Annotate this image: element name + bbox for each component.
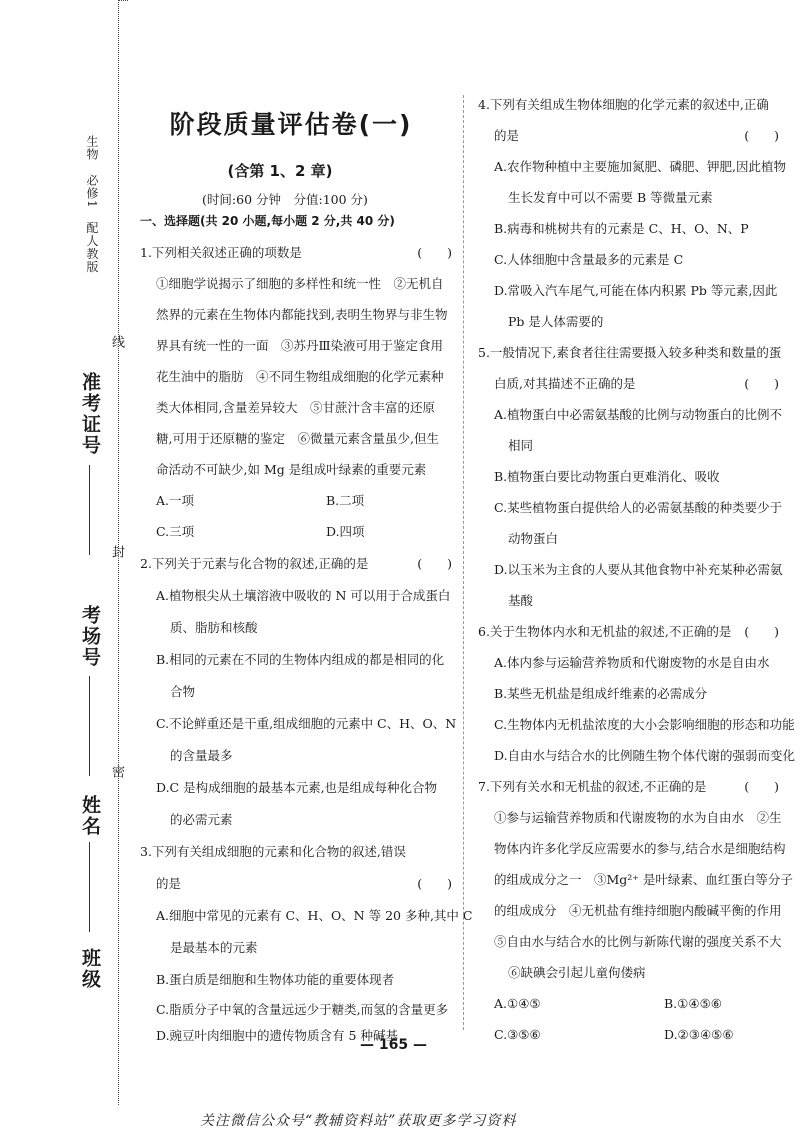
- question-text-line: 类大体相同,含量差异较大 ⑤甘蔗汁含丰富的还原: [156, 400, 435, 415]
- side-name-line: [89, 842, 90, 932]
- option-c: C.三项: [156, 524, 195, 539]
- question-text-line: ⑥缺碘会引起儿童佝偻病: [508, 965, 646, 980]
- question-stem: 5.一般情况下,素食者往往需要摄入较多种类和数量的蛋: [478, 345, 782, 360]
- option-line: A.植物蛋白中必需氨基酸的比例与动物蛋白的比例不: [494, 407, 783, 422]
- answer-paren: ( ): [744, 624, 779, 639]
- option-line: D.豌豆叶肉细胞中的遗传物质含有 5 种碱基: [156, 1028, 398, 1043]
- question-text-line: 物体内许多化学反应需要水的参与,结合水是细胞结构: [494, 841, 786, 856]
- option-line: A.农作物种植中主要施加氮肥、磷肥、钾肥,因此植物: [494, 159, 786, 174]
- option-d: D.四项: [326, 524, 365, 539]
- question-text-line: ⑤自由水与结合水的比例与新陈代谢的强度关系不大: [494, 934, 782, 949]
- option-a: A.①④⑤: [494, 996, 541, 1011]
- question-text-line: 糖,可用于还原糖的鉴定 ⑥微量元素含量虽少,但生: [156, 431, 439, 446]
- side-admission-label: 准考证号: [79, 372, 101, 456]
- option-line: C.脂质分子中氧的含量远远少于糖类,而氢的含量更多: [156, 1002, 449, 1017]
- option-line: C.不论鲜重还是干重,组成细胞的元素中 C、H、O、N: [156, 716, 457, 731]
- option-line: 合物: [170, 684, 196, 699]
- side-mark-seal: 封: [109, 545, 124, 558]
- side-mark-secret: 密: [109, 765, 124, 778]
- side-subject-label: 生物 必修1 配人教版: [85, 135, 99, 274]
- question-text-line: 界具有统一性的一面 ③苏丹Ⅲ染液可用于鉴定食用: [156, 338, 444, 353]
- side-room-line: [89, 676, 90, 776]
- option-line: 的必需元素: [170, 812, 233, 827]
- option-line: C.某些植物蛋白提供给人的必需氨基酸的种类要少于: [494, 500, 783, 515]
- question-stem-cont: 的是: [494, 128, 520, 143]
- binding-dotted-tick: [118, 0, 128, 1]
- answer-paren: ( ): [417, 876, 452, 891]
- option-b: B.二项: [326, 493, 365, 508]
- option-line: 是最基本的元素: [170, 940, 258, 955]
- option-line: C.人体细胞中含量最多的元素是 C: [494, 252, 684, 267]
- answer-paren: ( ): [744, 128, 779, 143]
- answer-paren: ( ): [744, 376, 779, 391]
- question-text-line: ①细胞学说揭示了细胞的多样性和统一性 ②无机自: [156, 276, 444, 291]
- side-mark-line: 线: [109, 335, 124, 348]
- question-stem: 3.下列有关组成细胞的元素和化合物的叙述,错误: [140, 844, 406, 859]
- footer-note: 关注微信公众号“教辅资料站”获取更多学习资料: [200, 1113, 517, 1129]
- question-stem: 1.下列相关叙述正确的项数是: [140, 245, 302, 260]
- option-line: D.以玉米为主食的人要从其他食物中补充某种必需氨: [494, 562, 783, 577]
- side-name-label: 姓名: [79, 795, 101, 837]
- time-score-info: (时间:60 分钟 分值:100 分): [202, 192, 368, 207]
- question-stem: 2.下列关于元素与化合物的叙述,正确的是: [140, 556, 369, 571]
- question-text-line: 命活动不可缺少,如 Mg 是组成叶绿素的重要元素: [156, 462, 427, 477]
- question-stem-cont: 的是: [156, 876, 182, 891]
- question-text-line: 花生油中的脂肪 ④不同生物组成细胞的化学元素种: [156, 369, 444, 384]
- option-line: D.常吸入汽车尾气,可能在体内积累 Pb 等元素,因此: [494, 283, 778, 298]
- option-line: A.植物根尖从土壤溶液中吸收的 N 可以用于合成蛋白: [156, 588, 451, 603]
- option-line: D.C 是构成细胞的最基本元素,也是组成每种化合物: [156, 780, 438, 795]
- column-divider: [463, 95, 464, 1030]
- page-number: — 165 —: [360, 1037, 427, 1053]
- option-line: 的含量最多: [170, 748, 233, 763]
- option-line: Pb 是人体需要的: [508, 314, 604, 329]
- option-line: B.相同的元素在不同的生物体内组成的都是相同的化: [156, 652, 445, 667]
- option-line: A.体内参与运输营养物质和代谢废物的水是自由水: [494, 655, 770, 670]
- section-heading: 一、选择题(共 20 小题,每小题 2 分,共 40 分): [140, 214, 395, 228]
- option-line: B.病毒和桃树共有的元素是 C、H、O、N、P: [494, 221, 749, 236]
- question-stem: 4.下列有关组成生物体细胞的化学元素的叙述中,正确: [478, 97, 769, 112]
- option-b: B.①④⑤⑥: [664, 996, 722, 1011]
- question-stem: 6.关于生物体内水和无机盐的叙述,不正确的是: [478, 624, 732, 639]
- option-line: C.生物体内无机盐浓度的大小会影响细胞的形态和功能: [494, 717, 795, 732]
- side-admission-line: [89, 465, 90, 555]
- page-title: 阶段质量评估卷(一): [169, 110, 413, 139]
- answer-paren: ( ): [417, 556, 452, 571]
- answer-paren: ( ): [744, 779, 779, 794]
- side-room-label: 考场号: [79, 605, 101, 668]
- option-line: 相同: [508, 438, 534, 453]
- option-line: B.蛋白质是细胞和生物体功能的重要体现者: [156, 972, 395, 987]
- answer-paren: ( ): [417, 245, 452, 260]
- option-a: A.一项: [156, 493, 195, 508]
- option-line: A.细胞中常见的元素有 C、H、O、N 等 20 多种,其中 C: [156, 908, 473, 923]
- question-stem: 7.下列有关水和无机盐的叙述,不正确的是: [478, 779, 707, 794]
- option-c: C.③⑤⑥: [494, 1027, 541, 1042]
- page-subtitle: (含第 1、2 章): [227, 162, 333, 180]
- question-text-line: 的组成成分之一 ③Mg²⁺ 是叶绿素、血红蛋白等分子: [494, 872, 793, 887]
- question-stem-cont: 白质,对其描述不正确的是: [494, 376, 636, 391]
- side-class-label: 班级: [79, 948, 101, 990]
- option-line: 质、脂肪和核酸: [170, 620, 258, 635]
- option-d: D.②③④⑤⑥: [664, 1027, 734, 1042]
- option-line: 动物蛋白: [508, 531, 559, 546]
- option-line: D.自由水与结合水的比例随生物个体代谢的强弱而变化: [494, 748, 796, 763]
- option-line: 生长发育中可以不需要 B 等微量元素: [508, 190, 713, 205]
- option-line: B.植物蛋白要比动物蛋白更难消化、吸收: [494, 469, 720, 484]
- question-text-line: ①参与运输营养物质和代谢废物的水为自由水 ②生: [494, 810, 782, 825]
- question-text-line: 然界的元素在生物体内都能找到,表明生物界与非生物: [156, 307, 448, 322]
- option-line: 基酸: [508, 593, 534, 608]
- option-line: B.某些无机盐是组成纤维素的必需成分: [494, 686, 708, 701]
- question-text-line: 的组成成分 ④无机盐有维持细胞内酸碱平衡的作用: [494, 903, 782, 918]
